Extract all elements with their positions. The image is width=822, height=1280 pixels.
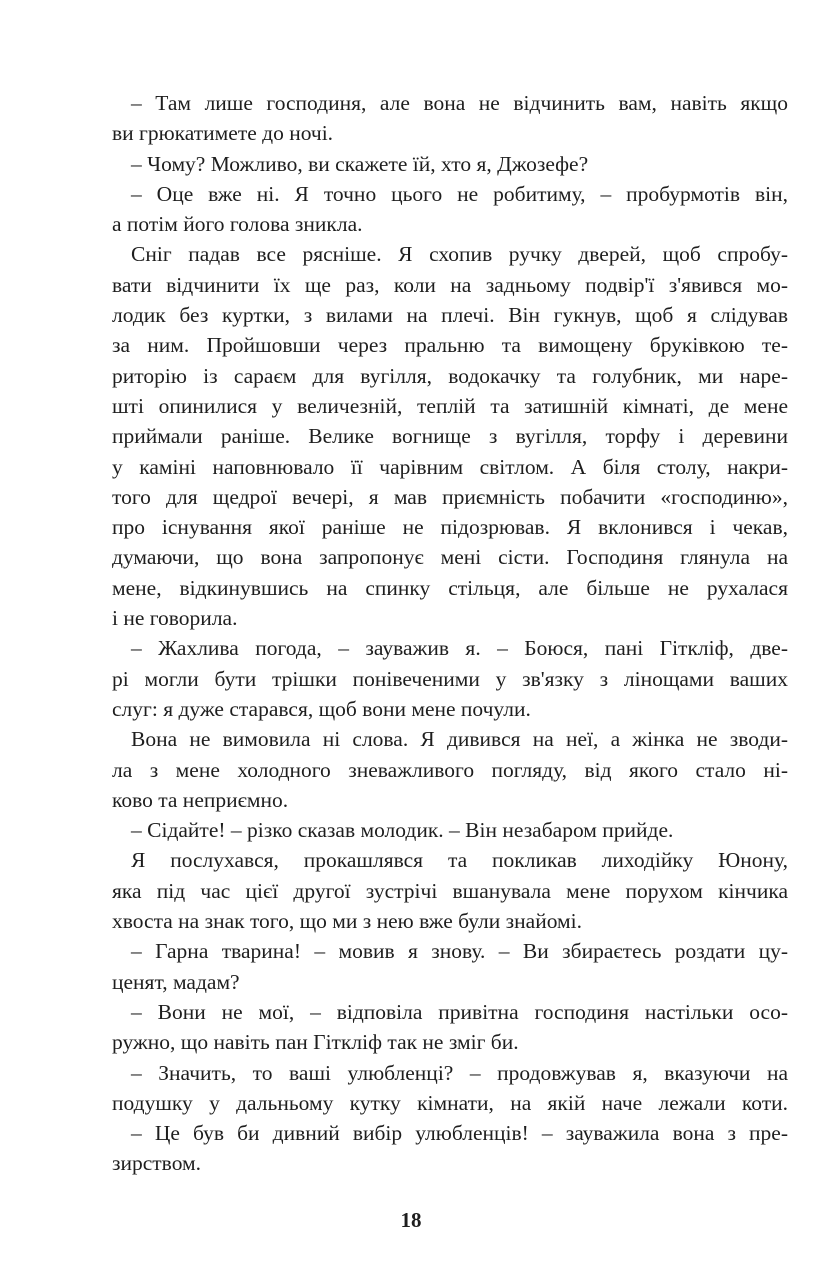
text-line: – Оце вже ні. Я точно цього не робитиму, – пробурмотів він, xyxy=(131,181,788,206)
page-number: 18 xyxy=(400,1208,422,1232)
text-line: Я послухався, прокашлявся та покликав лиходійку Юнону, xyxy=(131,848,788,873)
text-line: Вона не вимовила ні слова. Я дивився на неї, а жінка не зводи- xyxy=(131,727,788,752)
text-line: а потім його голова зникла. xyxy=(112,212,363,237)
text-line: шті опинилися у величезній, теплій та затишній кімнаті, де мене xyxy=(112,393,788,418)
text-line: вати відчинити їх ще раз, коли на задньому подвір'ї з'явився мо- xyxy=(112,272,788,297)
text-line: приймали раніше. Велике вогнище з вугілля, торфу і деревини xyxy=(112,424,788,449)
text-line: ви грюкатимете до ночі. xyxy=(112,121,334,146)
text-line: риторію із сараєм для вугілля, водокачку та голубник, ми наре- xyxy=(112,363,788,388)
text-line: і не говорила. xyxy=(112,606,238,631)
text-line: хвоста на знак того, що ми з нею вже були знайомі. xyxy=(112,909,583,934)
text-line: яка під час цієї другої зустрічі вшанувала мене порухом кінчика xyxy=(112,878,788,903)
text-line: – Гарна тварина! – мовив я знову. – Ви збираєтесь роздати цу- xyxy=(131,939,788,964)
text-line: ково та неприємно. xyxy=(112,787,289,812)
text-line: думаючи, що вона запропонує мені сісти. Господиня глянула на xyxy=(112,545,788,570)
text-line: про існування якої раніше не підозрював. Я вклонився і чекав, xyxy=(112,515,788,540)
text-line: у каміні наповнювало її чарівним світлом. А біля столу, накри- xyxy=(112,454,788,479)
text-line: лодик без куртки, з вилами на плечі. Він гукнув, щоб я слідував xyxy=(112,303,788,328)
text-line: ла з мене холодного зневажливого погляду, від якого стало ні- xyxy=(112,757,788,782)
text-line: рі могли бути трішки понівеченими у зв'язку з лінощами ваших xyxy=(112,666,788,691)
text-line: – Жахлива погода, – зауважив я. – Боюся, пані Гіткліф, две- xyxy=(131,636,788,661)
text-line: – Значить, то ваші улюбленці? – продовжував я, вказуючи на xyxy=(131,1060,788,1085)
text-line: – Вони не мої, – відповіла привітна господиня настільки осо- xyxy=(131,999,788,1024)
text-line: мене, відкинувшись на спинку стільця, але більше не рухалася xyxy=(112,575,788,600)
text-line: – Сідайте! – різко сказав молодик. – Він незабаром прийде. xyxy=(131,818,674,843)
text-line: Сніг падав все рясніше. Я схопив ручку дверей, щоб спробу- xyxy=(131,242,788,267)
text-line: – Там лише господиня, але вона не відчинить вам, навіть якщо xyxy=(131,91,788,115)
text-line: ружно, що навіть пан Гіткліф так не зміг би. xyxy=(112,1030,519,1055)
text-line: слуг: я дуже старався, щоб вони мене почули. xyxy=(112,696,531,721)
text-line: зирством. xyxy=(112,1151,202,1176)
text-line: ценят, мадам? xyxy=(112,969,240,994)
text-line: – Це був би дивний вибір улюбленців! – зауважила вона з пре- xyxy=(131,1121,788,1146)
text-line: подушку у дальньому кутку кімнати, на якій наче лежали коти. xyxy=(112,1090,788,1115)
text-line: того для щедрої вечері, я мав приємність побачити «господиню», xyxy=(112,484,788,509)
page-body-text xyxy=(112,88,788,1179)
text-line: – Чому? Можливо, ви скажете їй, хто я, Джозефе? xyxy=(131,151,589,176)
text-line: за ним. Пройшовши через пральню та вимощену бруківкою те- xyxy=(112,333,788,358)
